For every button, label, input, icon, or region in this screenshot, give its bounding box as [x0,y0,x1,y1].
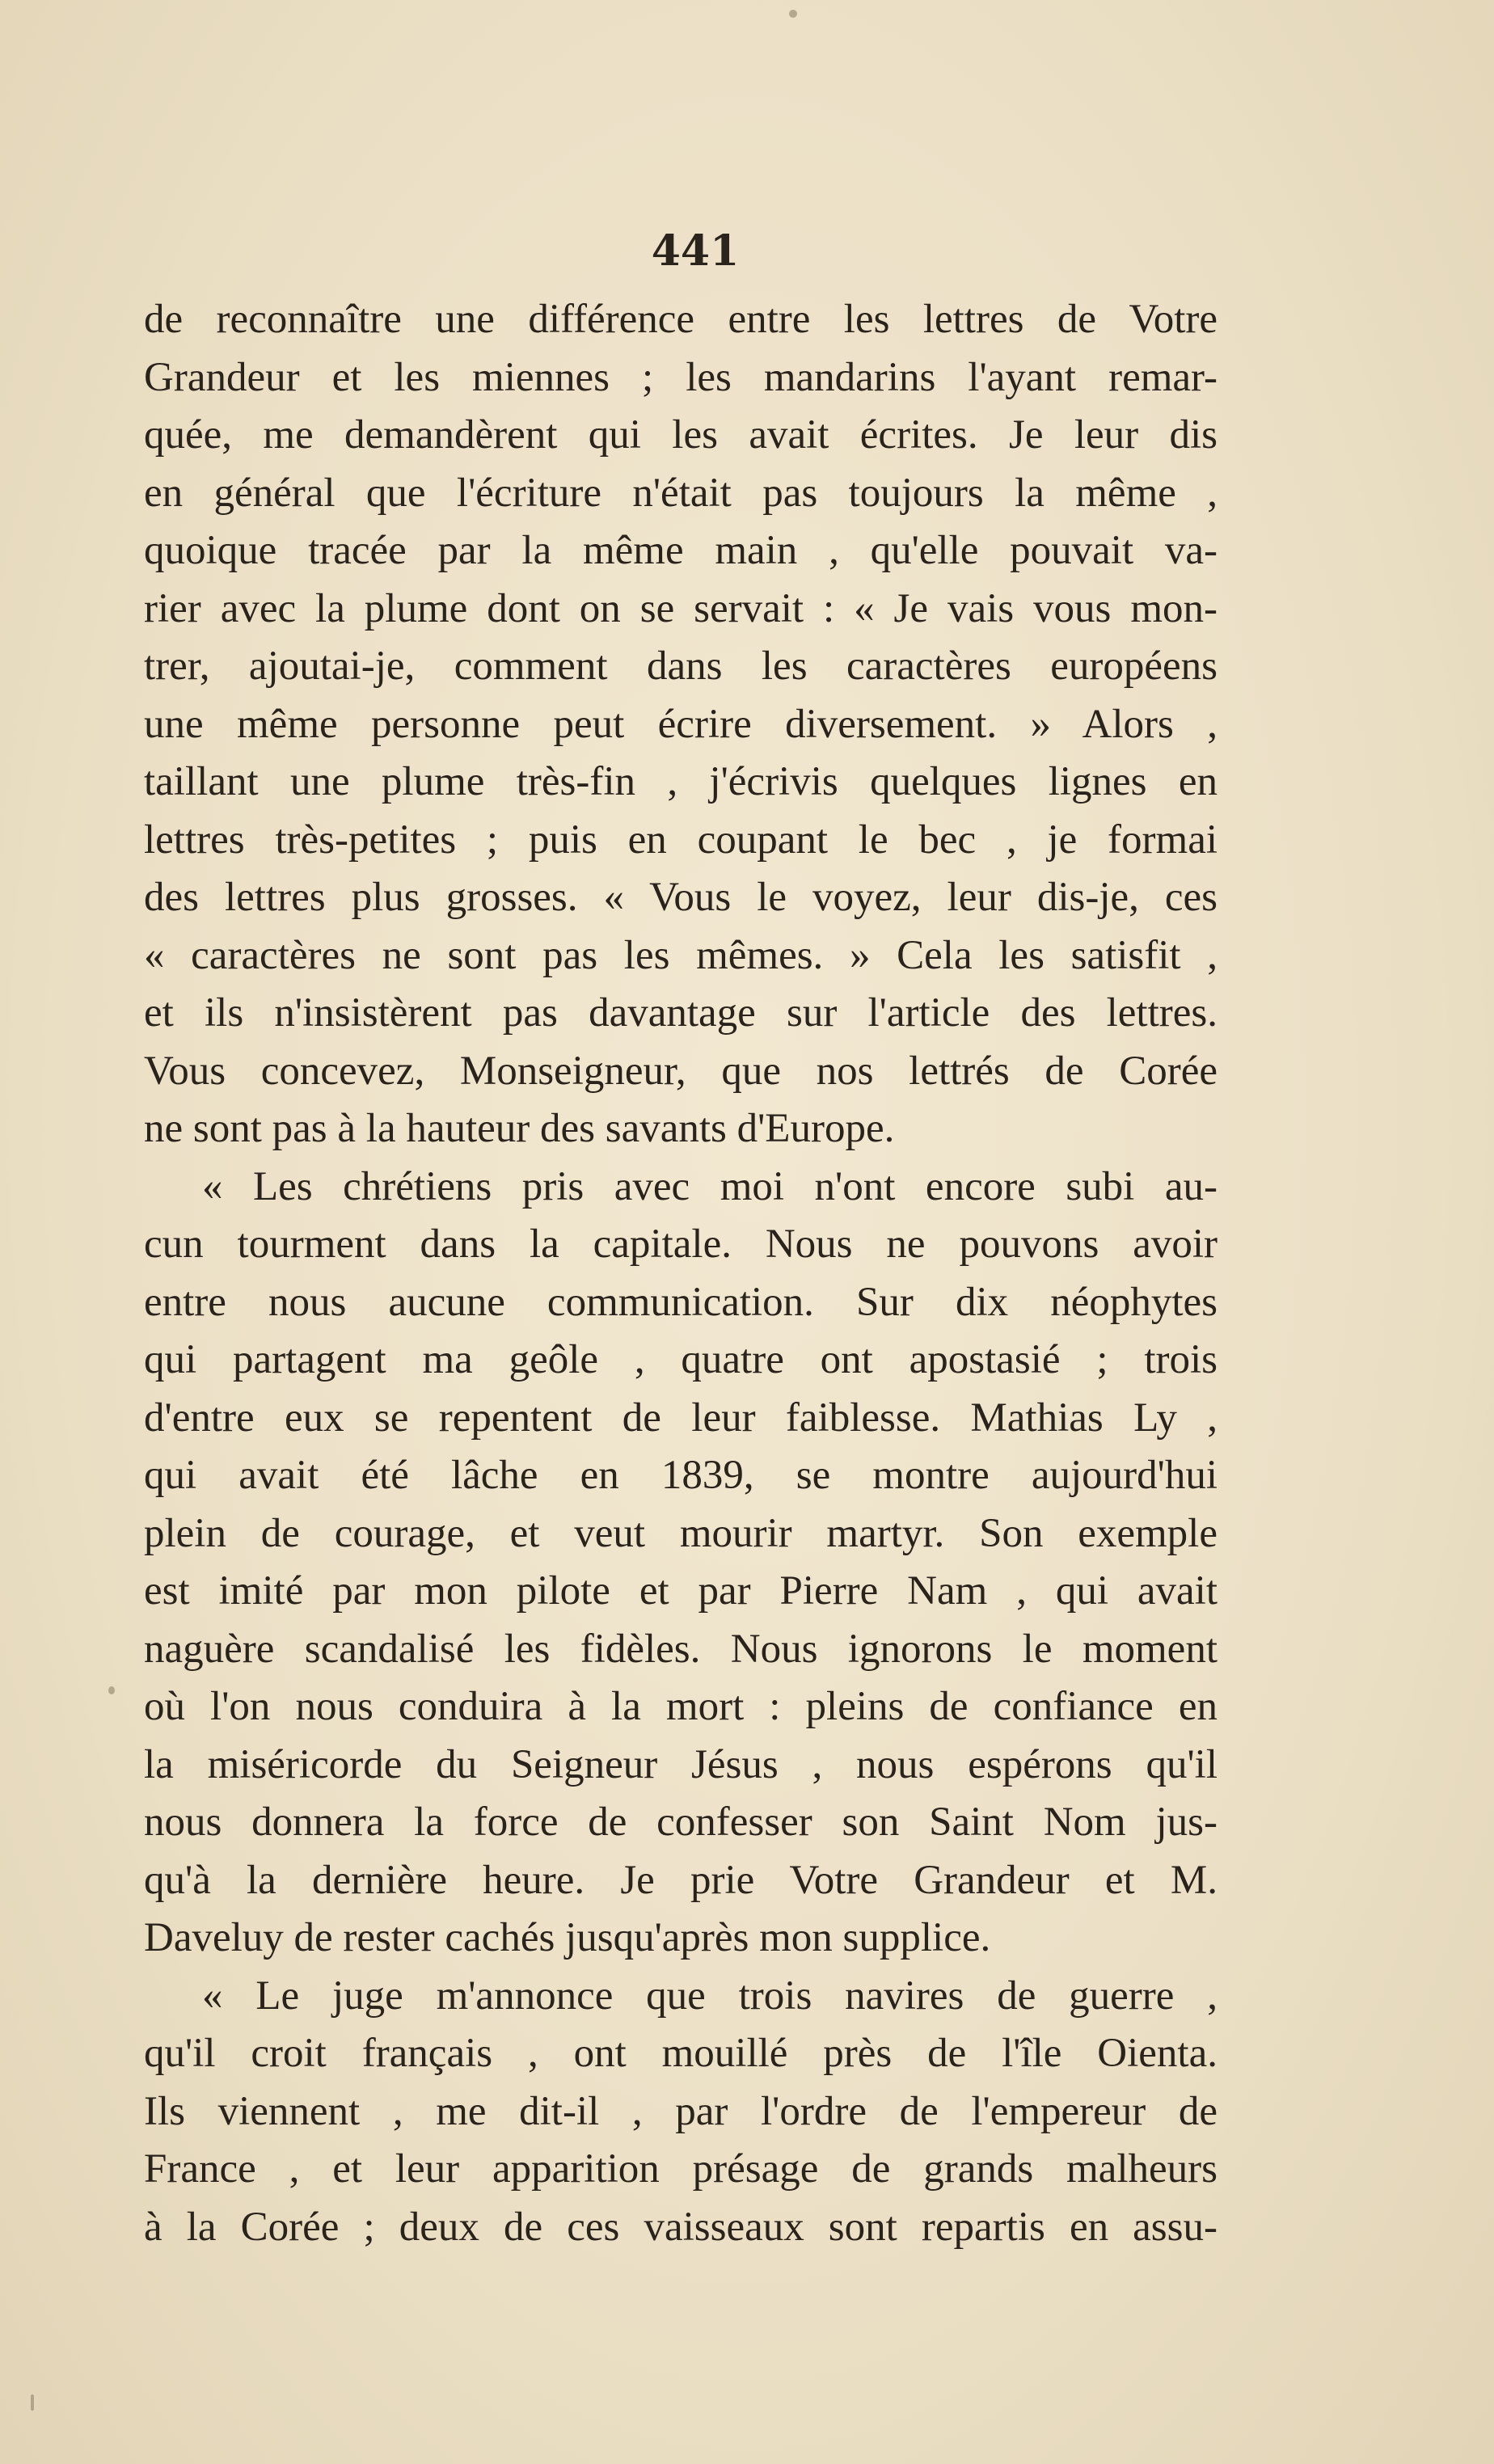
text-line: qui partagent ma geôle , quatre ont apostasié ; trois [144,1337,1218,1382]
text-line: des lettres plus grosses. « Vous le voyez, leur dis-je, ces [144,875,1218,920]
text-line: d'entre eux se repentent de leur faiblesse. Mathias Ly , [144,1394,1218,1441]
text-line: trer, ajoutai-je, comment dans les caractères européens [144,643,1218,689]
text-line: lettres très-petites ; puis en coupant le bec , je formai [144,816,1218,863]
text-line: cun tourment dans la capitale. Nous ne pouvons avoir [144,1221,1218,1267]
text-line: qui avait été lâche en 1839, se montre aujourd'hui [144,1453,1218,1498]
paper-speck [108,1686,115,1694]
text-line: rier avec la plume dont on se servait : « Je vais vous mon- [144,585,1218,631]
text-line: « caractères ne sont pas les mêmes. » Cela les satisfit , [144,932,1218,978]
text-line: de reconnaître une différence entre les lettres de Votre [144,297,1218,342]
text-line: Daveluy de rester cachés jusqu'après mon supplice. [144,1915,991,1960]
text-line: taillant une plume très-fin , j'écrivis quelques lignes en [144,759,1218,804]
text-line: plein de courage, et veut mourir martyr. Son exemple [144,1510,1218,1556]
body-text [144,291,1218,2256]
text-line: quée, me demandèrent qui les avait écrites. Je leur dis [144,412,1218,458]
text-line: « Les chrétiens pris avec moi n'ont encore subi au- [202,1163,1218,1209]
text-line: en général que l'écriture n'était pas toujours la même , [144,470,1218,516]
text-line: « Le juge m'annonce que trois navires de guerre , [202,1972,1218,2019]
text-line: Ils viennent , me dit-il , par l'ordre de l'empereur de [144,2088,1218,2134]
paper-speck [31,2394,34,2411]
text-line: une même personne peut écrire diversement. » Alors , [144,701,1218,747]
text-line: France , et leur apparition présage de grands malheurs [144,2146,1218,2192]
text-line: la miséricorde du Seigneur Jésus , nous espérons qu'il [144,1741,1218,1787]
text-line: qu'il croit français , ont mouillé près de l'île Oienta. [144,2031,1218,2076]
text-line: et ils n'insistèrent pas davantage sur l'article des lettres. [144,990,1218,1036]
text-line: Vous concevez, Monseigneur, que nos lettrés de Corée [144,1048,1218,1094]
text-line: nous donnera la force de confesser son Saint Nom jus- [144,1799,1218,1845]
page-number: 441 [651,226,740,276]
text-line: naguère scandalisé les fidèles. Nous ignorons le moment [144,1626,1218,1672]
text-line: qu'à la dernière heure. Je prie Votre Grandeur et M. [144,1857,1218,1903]
text-line: où l'on nous conduira à la mort : pleins de confiance en [144,1684,1218,1729]
text-line: quoique tracée par la même main , qu'elle pouvait va- [144,528,1218,573]
text-line: ne sont pas à la hauteur des savants d'Europe. [144,1106,895,1151]
text-line: entre nous aucune communication. Sur dix néophytes [144,1279,1218,1325]
text-line: à la Corée ; deux de ces vaisseaux sont repartis en assu- [144,2204,1218,2250]
paper-speck [789,10,797,18]
text-line: Grandeur et les miennes ; les mandarins l'ayant remar- [144,354,1218,400]
text-line: est imité par mon pilote et par Pierre Nam , qui avait [144,1568,1218,1614]
